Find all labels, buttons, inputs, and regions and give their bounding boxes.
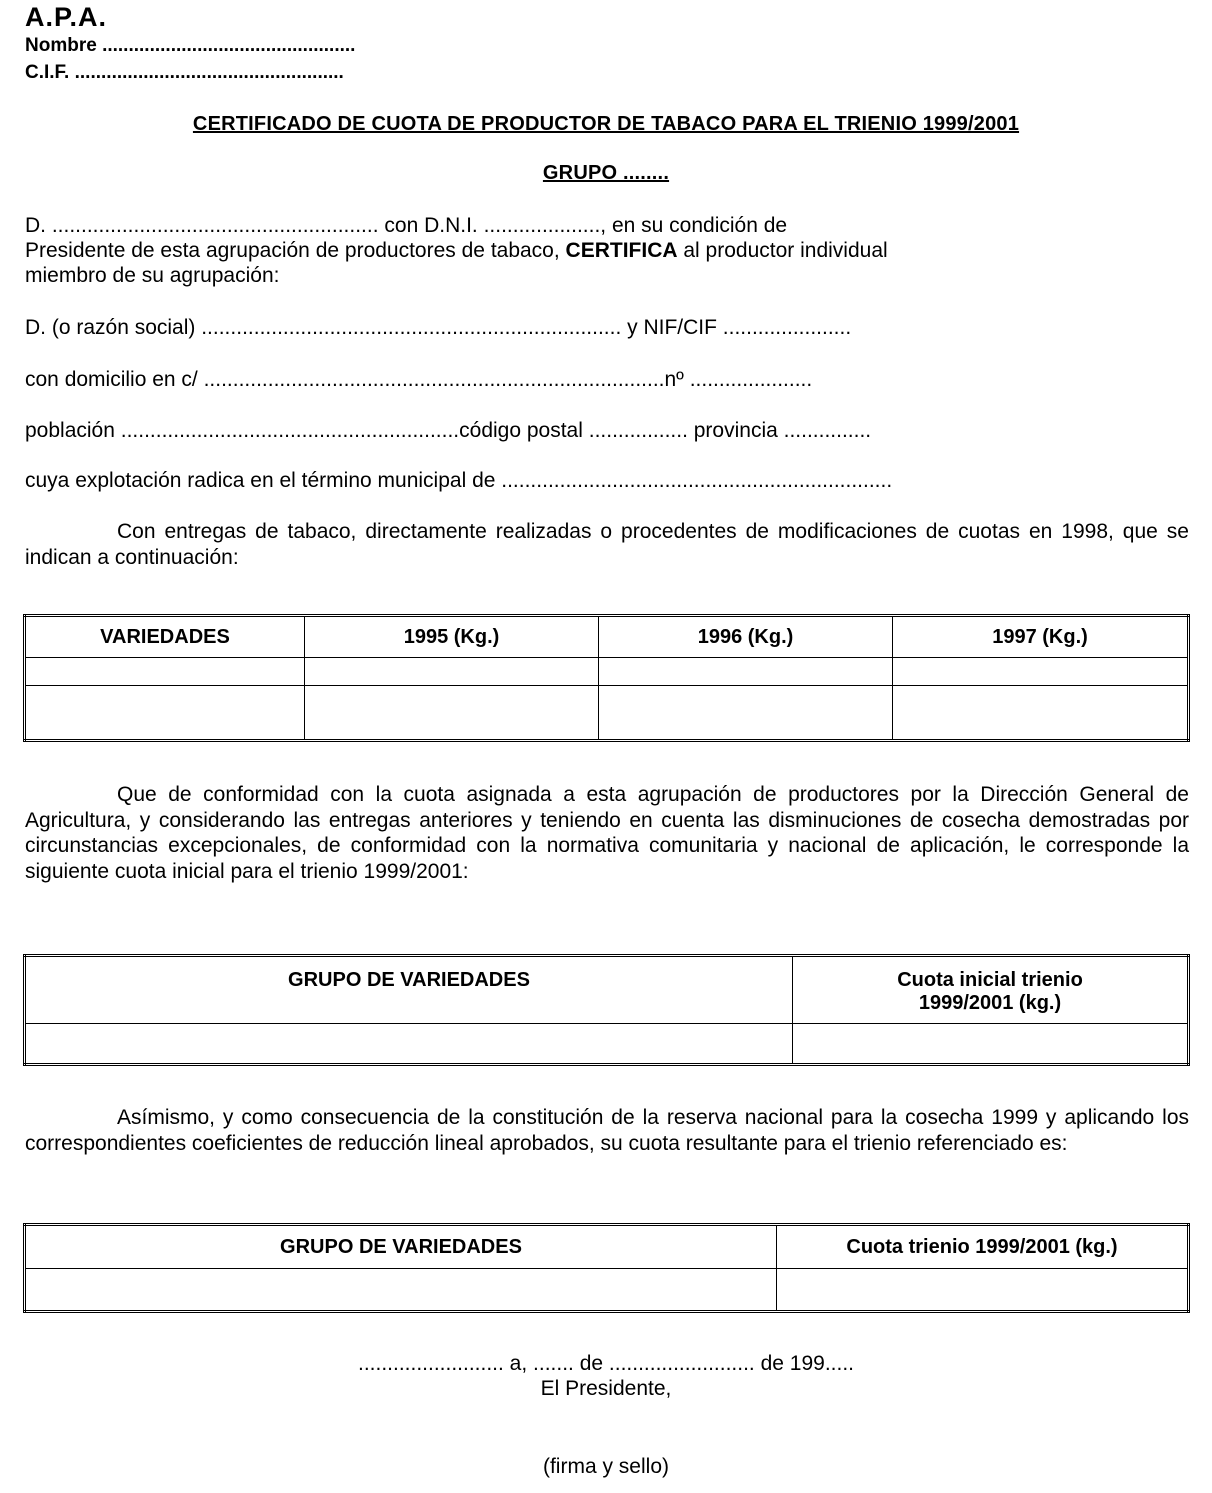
table-cell [25,1024,793,1065]
paragraph-conformidad: Que de conformidad con la cuota asignada a esta agrupación de productores por la Dirección General de Agricultura, y considerando las entregas anteriores y teniendo en cuenta las disminuciones de cosecha demostradas por circunstancias excepcionales, de conformidad con la normativa comunitaria y nacional de aplicación, le corresponde la siguiente cuota inicial para el trienio 1999/2001: [25,783,1189,883]
domicilio-field: con domicilio en c/ ...............................................................................nº ..................... [25,368,813,391]
president-line: D. ........................................................ con D.N.I. ...................., en su condición de [25,214,788,237]
col-1996: 1996 (Kg.) [599,616,893,658]
table-header-row [25,956,1189,1024]
poblacion-field: población ..........................................................código postal ................. provincia ............... [25,419,872,442]
col-1995: 1995 (Kg.) [305,616,599,658]
table-row [25,1269,1189,1312]
table-row [25,685,1189,740]
table-cell [25,1269,777,1312]
municipio-field: cuya explotación radica en el término municipal de ................................................................... [25,469,893,492]
grupo-heading: GRUPO ........ [542,162,670,184]
col-cuota-inicial [793,956,1189,1024]
president-signature-label: El Presidente, [540,1377,672,1400]
table-header-row [25,1225,1189,1269]
final-quota-table [23,1223,1190,1313]
cuota-inicial-line2: 1999/2001 (kg.) [918,992,1062,1014]
table-cell [25,685,305,740]
signature-seal-label: (firma y sello) [542,1455,669,1478]
certifica-pre: Presidente de esta agrupación de productores de tabaco, [25,239,566,262]
col-grupo-variedades: GRUPO DE VARIEDADES [25,1225,777,1269]
initial-quota-table [23,954,1190,1066]
cuota-inicial-line1: Cuota inicial trienio [897,969,1083,991]
certificate-title: CERTIFICADO DE CUOTA DE PRODUCTOR DE TABACO PARA EL TRIENIO 1999/2001 [192,113,1020,135]
apa-heading: A.P.A. [25,2,108,32]
table-cell [893,685,1189,740]
table-cell [305,658,599,686]
table-cell [25,658,305,686]
date-line: ......................... a, ....... de ......................... de 199..... [357,1352,854,1375]
table-cell [777,1269,1189,1312]
table-cell [599,685,893,740]
certifica-bold: CERTIFICA [565,239,678,262]
table-row [25,658,1189,686]
miembro-line: miembro de su agrupación: [25,264,280,287]
paragraph-reserva: Asímismo, y como consecuencia de la constitución de la reserva nacional para la cosecha 1999 y aplicando los correspondientes coeficientes de reducción lineal aprobados, su cuota resultante para el trienio referenciado es: [25,1106,1189,1155]
col-grupo-variedades: GRUPO DE VARIEDADES [25,956,793,1024]
razon-social-field: D. (o razón social) ........................................................................ y NIF/CIF ...................... [25,316,852,339]
col-variedades: VARIEDADES [25,616,305,658]
table-cell [893,658,1189,686]
table-row [25,1024,1189,1065]
deliveries-table [23,614,1190,742]
table-cell [599,658,893,686]
table-cell [793,1024,1189,1065]
col-cuota-trienio: Cuota trienio 1999/2001 (kg.) [777,1225,1189,1269]
nombre-field: Nombre ................................................ [25,35,356,56]
col-1997: 1997 (Kg.) [893,616,1189,658]
table-header-row [25,616,1189,658]
certifica-line [25,239,888,263]
certifica-post: al productor individual [677,239,888,262]
table-cell [305,685,599,740]
cif-field: C.I.F. ................................................... [25,62,344,83]
paragraph-entregas: Con entregas de tabaco, directamente realizadas o procedentes de modificaciones de cuotas en 1998, que se indican a continuación: [25,520,1189,569]
